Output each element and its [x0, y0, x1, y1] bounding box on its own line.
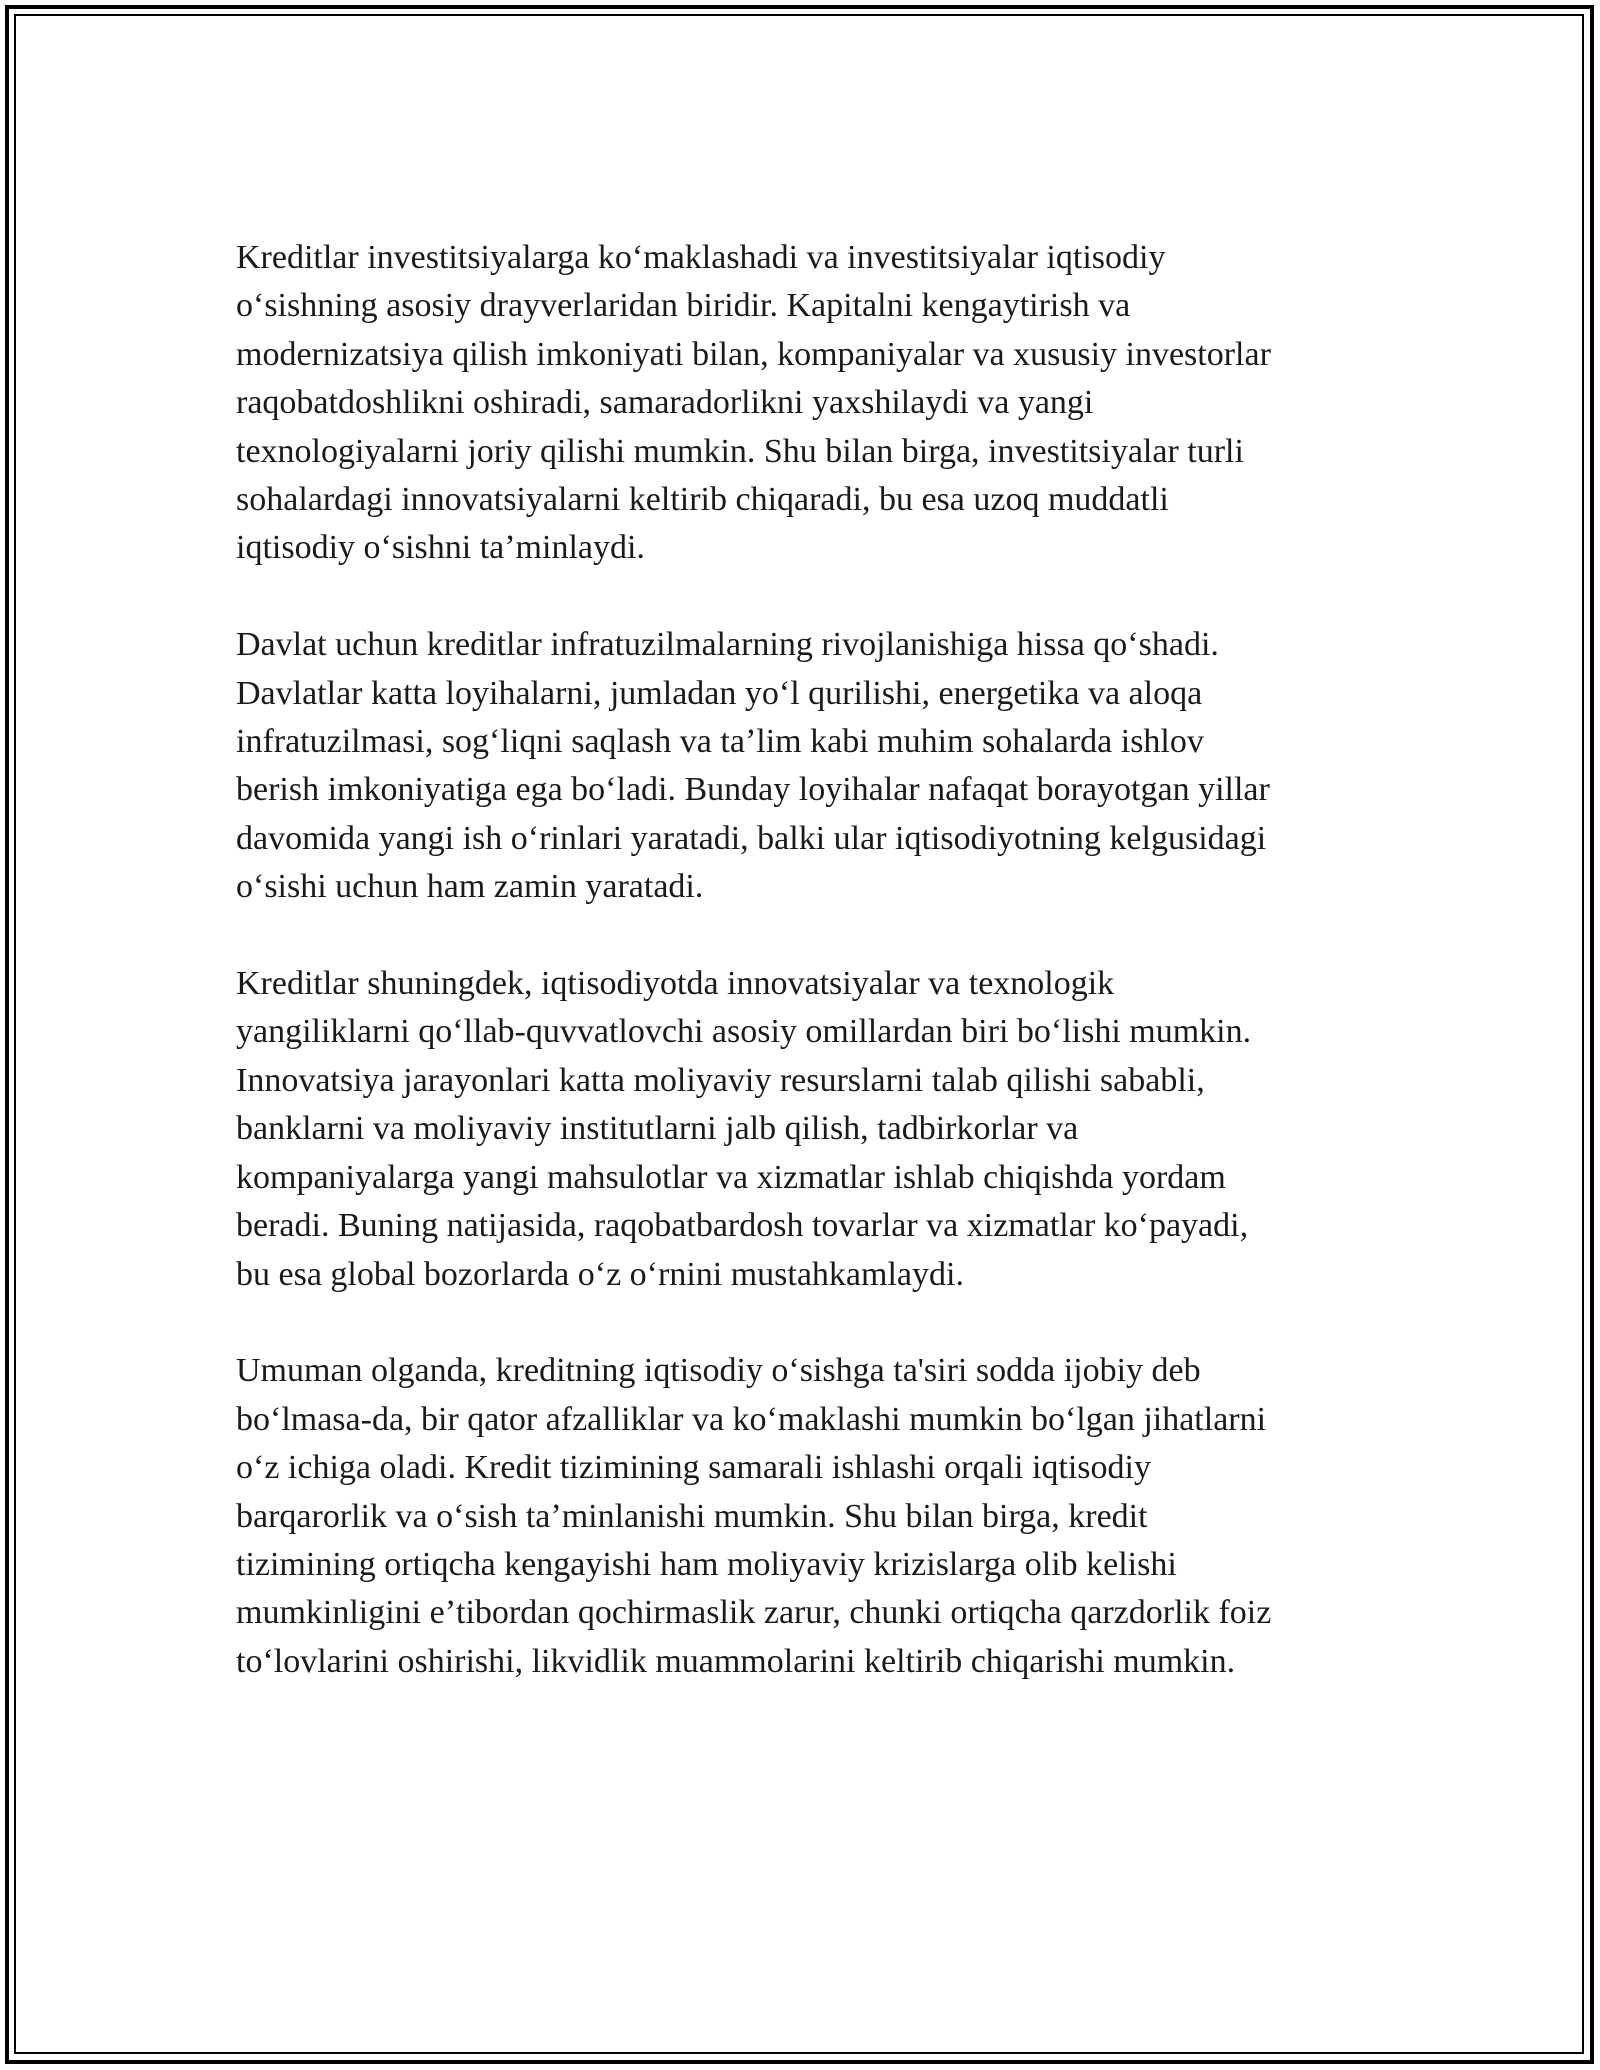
paragraph-line: modernizatsiya qilish imkoniyati bilan, kompaniyalar va xususiy investorlar — [236, 335, 1271, 373]
paragraph-line: Davlat uchun kreditlar infratuzilmalarning rivojlanishiga hissa qoʻshadi. — [236, 626, 1219, 664]
paragraph-line: Innovatsiya jarayonlari katta moliyaviy resurslarni talab qilishi sababli, — [236, 1061, 1205, 1099]
paragraph-1 — [236, 234, 1366, 573]
paragraph-4 — [236, 1347, 1366, 1686]
document-body — [236, 234, 1366, 1686]
paragraph-line: raqobatdoshlikni oshiradi, samaradorlikni yaxshilaydi va yangi — [236, 384, 1094, 422]
paragraph-line: toʻlovlarini oshirishi, likvidlik muammolarini keltirib chiqarishi mumkin. — [236, 1642, 1236, 1680]
paragraph-line: Kreditlar shuningdek, iqtisodiyotda innovatsiyalar va texnologik — [236, 965, 1115, 1003]
paragraph-2 — [236, 621, 1366, 911]
paragraph-line: oʻsishi uchun ham zamin yaratadi. — [236, 868, 704, 906]
paragraph-line: sohalardagi innovatsiyalarni keltirib chiqaradi, bu esa uzoq muddatli — [236, 481, 1169, 519]
paragraph-3 — [236, 960, 1366, 1299]
paragraph-line: tizimining ortiqcha kengayishi ham moliyaviy krizislarga olib kelishi — [236, 1545, 1177, 1583]
paragraph-line: davomida yangi ish oʻrinlari yaratadi, balki ular iqtisodiyotning kelgusidagi — [236, 819, 1267, 857]
paragraph-line: berish imkoniyatiga ega boʻladi. Bunday loyihalar nafaqat borayotgan yillar — [236, 771, 1270, 809]
paragraph-line: bu esa global bozorlarda oʻz oʻrnini mustahkamlaydi. — [236, 1255, 964, 1293]
paragraph-line: iqtisodiy oʻsishni taʼminlaydi. — [236, 529, 645, 567]
paragraph-line: mumkinligini eʼtibordan qochirmaslik zarur, chunki ortiqcha qarzdorlik foiz — [236, 1594, 1272, 1632]
paragraph-line: Umuman olganda, kreditning iqtisodiy oʻsishga ta'siri sodda ijobiy deb — [236, 1352, 1201, 1390]
paragraph-line: yangiliklarni qoʻllab-quvvatlovchi asosiy omillardan biri boʻlishi mumkin. — [236, 1013, 1252, 1051]
paragraph-line: barqarorlik va oʻsish taʼminlanishi mumkin. Shu bilan birga, kredit — [236, 1497, 1148, 1535]
paragraph-line: beradi. Buning natijasida, raqobatbardosh tovarlar va xizmatlar koʻpayadi, — [236, 1207, 1249, 1245]
paragraph-line: Kreditlar investitsiyalarga koʻmaklashadi va investitsiyalar iqtisodiy — [236, 239, 1166, 276]
paragraph-line: oʻz ichiga oladi. Kredit tizimining samarali ishlashi orqali iqtisodiy — [236, 1449, 1151, 1487]
paragraph-line: boʻlmasa-da, bir qator afzalliklar va koʻmaklashi mumkin boʻlgan jihatlarni — [236, 1400, 1267, 1438]
paragraph-line: oʻsishning asosiy drayverlaridan biridir. Kapitalni kengaytirish va — [236, 287, 1131, 325]
paragraph-line: Davlatlar katta loyihalarni, jumladan yoʻl qurilishi, energetika va aloqa — [236, 674, 1203, 712]
paragraph-line: banklarni va moliyaviy institutlarni jalb qilish, tadbirkorlar va — [236, 1110, 1079, 1148]
paragraph-line: infratuzilmasi, sogʻliqni saqlash va taʼlim kabi muhim sohalarda ishlov — [236, 723, 1204, 761]
paragraph-line: kompaniyalarga yangi mahsulotlar va xizmatlar ishlab chiqishda yordam — [236, 1158, 1226, 1196]
paragraph-line: texnologiyalarni joriy qilishi mumkin. Shu bilan birga, investitsiyalar turli — [236, 432, 1244, 470]
